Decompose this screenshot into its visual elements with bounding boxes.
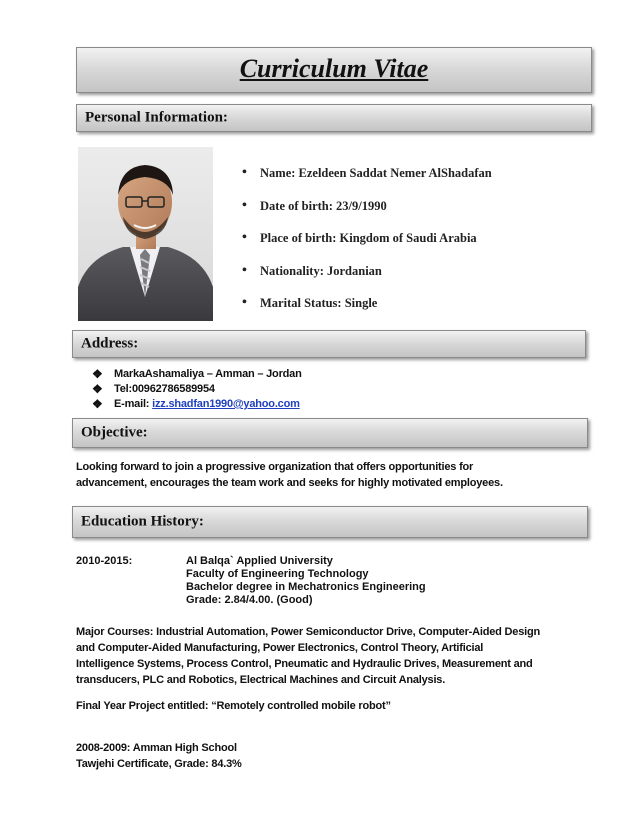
personal-marital-status: • Marital Status: Single [242,296,492,329]
section-label-personal: Personal Information: [85,109,228,126]
section-header-education [72,506,588,538]
personal-dob: • Date of birth: 23/9/1990 [242,199,492,232]
address-street: ❖ MarkaAshamaliya – Amman – Jordan [92,367,302,381]
objective-text: Looking forward to join a progressive organization that offers opportunities for advancement, encourages the team work and seeks for highly motivated employees. [76,461,503,489]
section-label-education: Education History: [81,513,204,530]
section-label-objective: Objective: [81,424,148,441]
education-entry-school: 2008-2009: Amman High School Tawjehi Certificate, Grade: 84.3% [76,742,242,770]
section-header-personal [76,104,592,132]
personal-birthplace: • Place of birth: Kingdom of Saudi Arabia [242,231,492,264]
education-details: Al Balqa` Applied University Faculty of Engineering Technology Bachelor degree in Mechatronics Engineering Grade: 2.84/4.00. (Good) [186,555,426,606]
education-years: 2010-2015: [76,555,133,567]
diamond-bullet-icon: ❖ [92,397,103,411]
section-header-objective [72,418,588,448]
diamond-bullet-icon: ❖ [92,367,103,381]
address-tel: ❖ Tel:00962786589954 [92,382,215,396]
portrait-illustration [78,147,213,321]
major-courses: Major Courses: Industrial Automation, Power Semiconductor Drive, Computer-Aided Design and Computer-Aided Manufacturing, Power Electronics, Control Theory, Artificial Intelligence Systems, Process Control, Pneumatic and Hydraulic Drives, Measurement and transducers, PLC and Robotics, Electrical Machines and Circuit Analysis. [76,626,541,686]
address-list [92,368,302,413]
final-year-project: Final Year Project entitled: “Remotely controlled mobile robot” [76,700,391,712]
title-banner [76,47,592,93]
section-header-address [72,330,586,358]
personal-info-list [242,166,492,329]
personal-name: • Name: Ezeldeen Saddat Nemer AlShadafan [242,166,492,199]
personal-nationality: • Nationality: Jordanian [242,264,492,297]
section-label-address: Address: [81,335,139,352]
address-email: ❖ E-mail: izz.shadfan1990@yahoo.com [92,397,300,411]
email-link[interactable]: izz.shadfan1990@yahoo.com [152,398,300,410]
page-title: Curriculum Vitae [239,54,429,83]
diamond-bullet-icon: ❖ [92,382,103,396]
profile-photo [78,147,213,321]
